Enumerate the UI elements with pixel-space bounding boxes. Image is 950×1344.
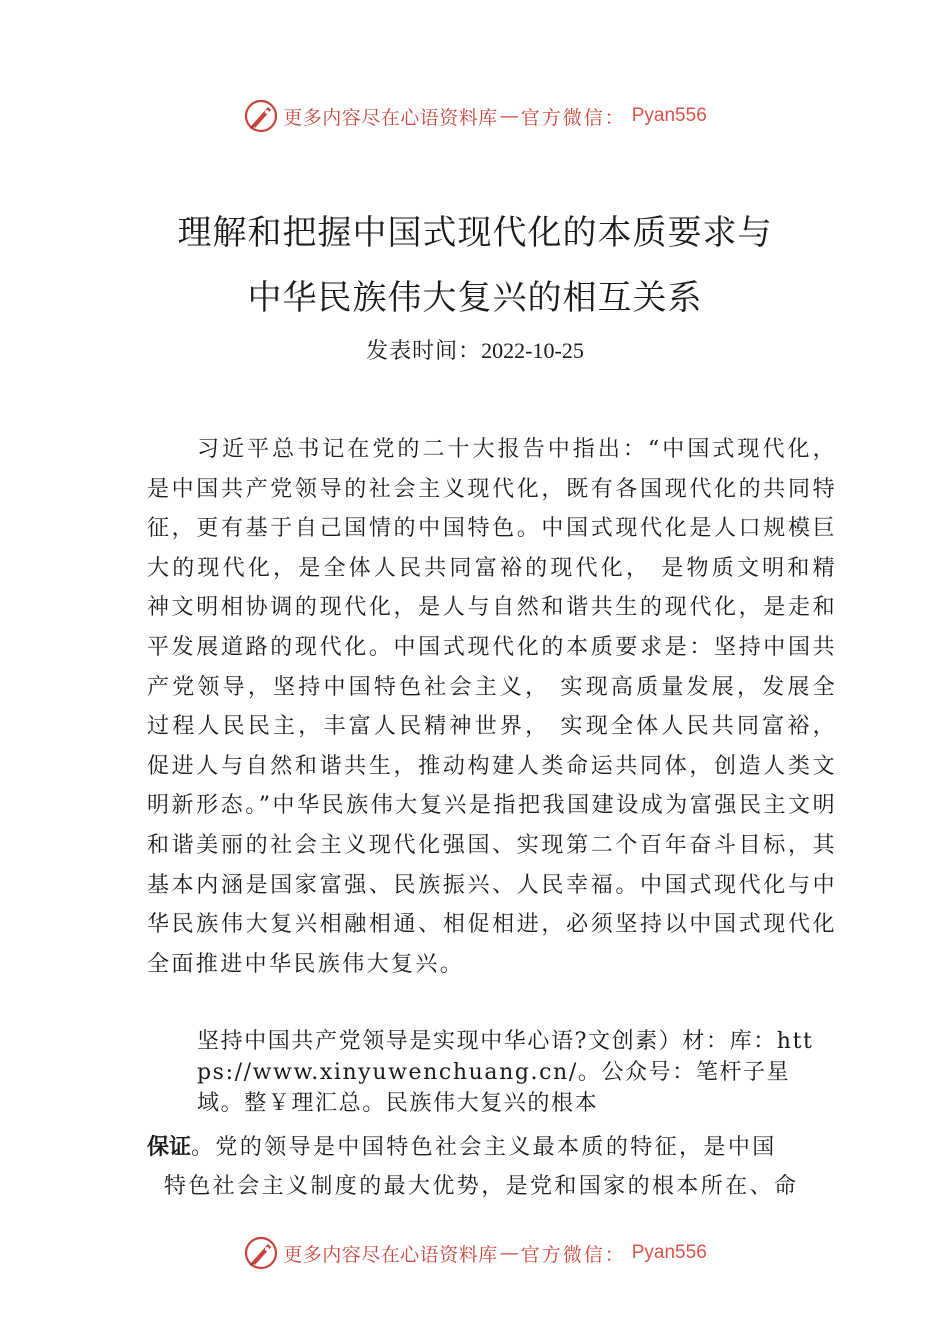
- banner-official-label: 官方微信：: [520, 1243, 626, 1266]
- quill-pen-circle-icon: [243, 1235, 279, 1271]
- article-title-line-2: 中华民族伟大复兴的相互关系: [247, 278, 703, 318]
- body-paragraph-2: [147, 1128, 817, 1206]
- publish-date-label: 发表时间：: [366, 339, 482, 364]
- banner-official-label: 官方微信：: [520, 106, 626, 129]
- quill-pen-circle-icon: [243, 98, 279, 134]
- body-paragraph-1: 习近平总书记在党的二十大报告中指出：“中国式现代化，是中国共产党领导的社会主义现代化，既有各国现代化的共同特征，更有基于自己国情的中国特色。中国式现代化是人口规模巨大的现代化，是全体人民共同富裕的现代化， 是物质文明和精神文明相协调的现代化，是人与自然和谐共生的现代化，是走和平发展道路的现代化。中国式现代化的本质要求是：坚持中国共产党领导，坚持中国特色社会主义， 实现高质量发展，发展全过程人民民主，丰富人民精神世界， 实现全体人民共同富裕，促进人与自然和谐共生，推动构建人类命运共同体，创造人类文明新形态。”中华民族伟大复兴是指把我国建设成为富强民主文明和谐美丽的社会主义现代化强国、实现第二个百年奋斗目标，其基本内涵是国家富强、民族振兴、人民幸福。中国式现代化与中华民族伟大复兴相融相通、相促相进，必须坚持以中国式现代化全面推进中华民族伟大复兴。: [147, 437, 837, 977]
- publish-date: [0, 334, 950, 365]
- banner-separator: —: [499, 105, 519, 127]
- article-title-line-1: 理解和把握中国式现代化的本质要求与: [177, 213, 773, 253]
- banner-main-text: 更多内容尽在心语资料库: [283, 106, 498, 129]
- header-watermark-banner: [0, 96, 950, 136]
- source-note: 坚持中国共产党领导是实现中华心语?文创素）材：库：https://www.xinyuwenchuang.cn/。公众号：笔杆子星域。整￥理汇总。民族伟大复兴的根本: [197, 1029, 814, 1116]
- banner-separator: —: [499, 1242, 519, 1264]
- body-paragraph-2-line-1: 。党的领导是中国特色社会主义最本质的特征，是中国: [191, 1135, 777, 1160]
- body-paragraph-2-line-2: 特色社会主义制度的最大优势，是党和国家的根本所在、命: [164, 1174, 799, 1199]
- banner-main-text: 更多内容尽在心语资料库: [283, 1243, 498, 1266]
- publish-date-value: 2022-10-25: [481, 338, 584, 363]
- footer-watermark-banner: [0, 1233, 950, 1273]
- body-paragraph-2-bold: 保证: [147, 1135, 192, 1160]
- banner-wechat-id: Pyan556: [631, 105, 707, 126]
- banner-wechat-id: Pyan556: [631, 1242, 707, 1263]
